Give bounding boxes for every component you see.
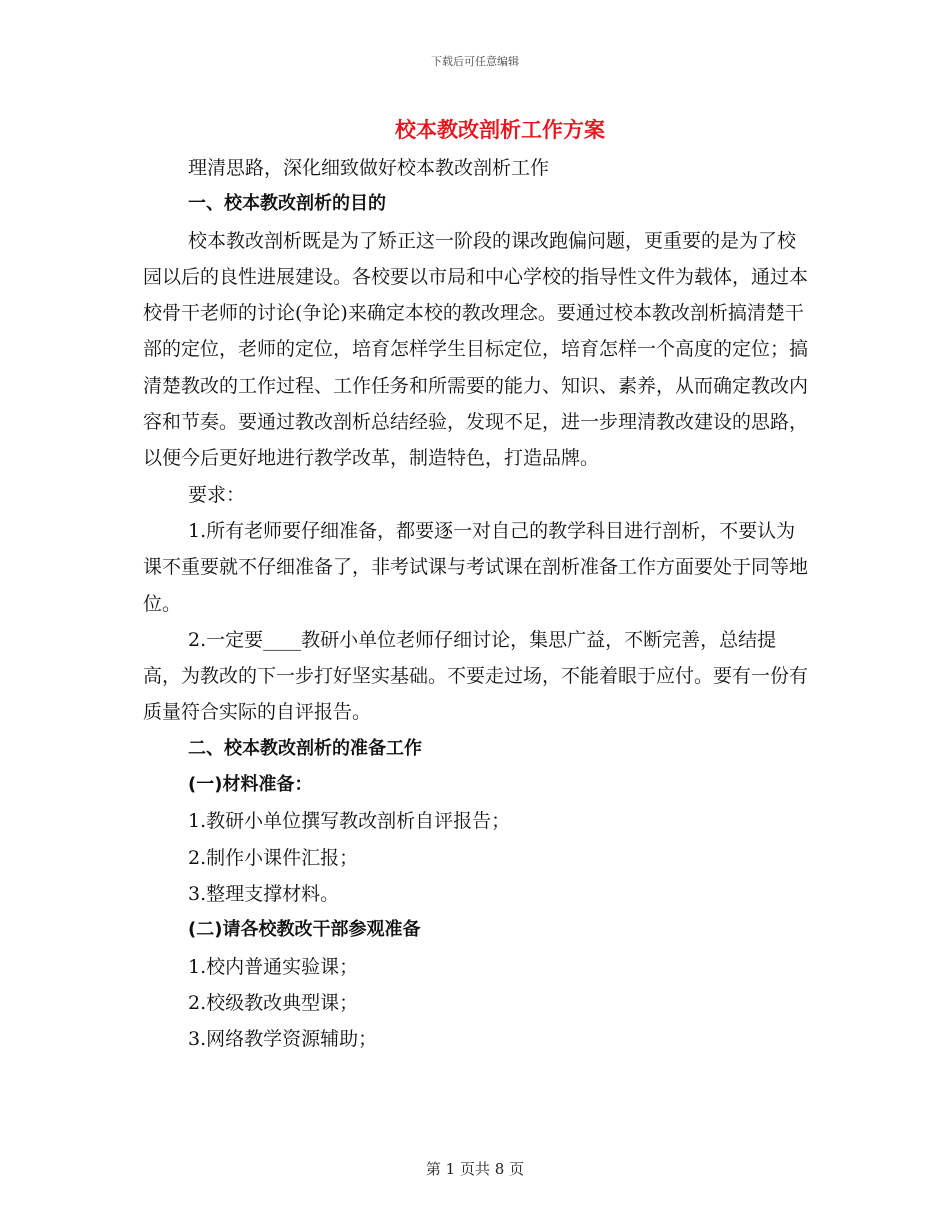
subsection-heading-1: (一)材料准备： (188, 774, 313, 796)
document-body (143, 150, 811, 1057)
section-heading-1: 一、校本教改剖析的目的 (188, 193, 386, 215)
document-title: 校本教改剖析工作方案 (395, 118, 605, 142)
intro-line: 理清思路，深化细致做好校本教改剖析工作 (188, 157, 550, 179)
requirement-item-2: 2.一定要____教研小单位老师仔细讨论，集思广益，不断完善，总结提高，为教改的下一步打好坚实基础。不要走过场，不能着眼于应付。要有一份有质量符合实际的自评报告。 (143, 628, 809, 724)
requirement-item-1: 1.所有老师要仔细准备，都要逐一对自己的教学科目进行剖析，不要认为课不重要就不仔细准备了，非考试课与考试课在剖析准备工作方面要处于同等地位。 (143, 519, 809, 615)
section-heading-2: 二、校本教改剖析的准备工作 (188, 737, 422, 759)
header-note: 下载后可任意编辑 (431, 55, 519, 68)
list-item: 2.校级教改典型课； (188, 991, 359, 1014)
list-item: 1.教研小单位撰写教改剖析自评报告； (188, 810, 511, 833)
list-item: 2.制作小课件汇报； (188, 846, 359, 869)
list-item: 3.整理支撑材料。 (188, 882, 340, 905)
subsection-heading-2: (二)请各校教改干部参观准备 (188, 919, 421, 941)
body-paragraph: 校本教改剖析既是为了矫正这一阶段的课改跑偏问题，更重要的是为了校园以后的良性进展建设。各校要以市局和中心学校的指导性文件为载体，通过本校骨干老师的讨论(争论)来确定本校的教改理念。要通过校本教改剖析搞清楚干部的定位，老师的定位，培育怎样学生目标定位，培育怎样一个高度的定位；搞清楚教改的工作过程、工作任务和所需要的能力、知识、素养，从而确定教改内容和节奏。要通过教改剖析总结经验，发现不足，进一步理清教改建设的思路，以便今后更好地进行教学改革，制造特色，打造品牌。 (143, 229, 809, 470)
list-item: 1.校内普通实验课； (188, 955, 359, 978)
list-item: 3.网络教学资源辅助； (188, 1028, 378, 1051)
page-footer: 第 1 页共 8 页 (425, 1160, 525, 1178)
requirements-label: 要求： (188, 483, 246, 506)
